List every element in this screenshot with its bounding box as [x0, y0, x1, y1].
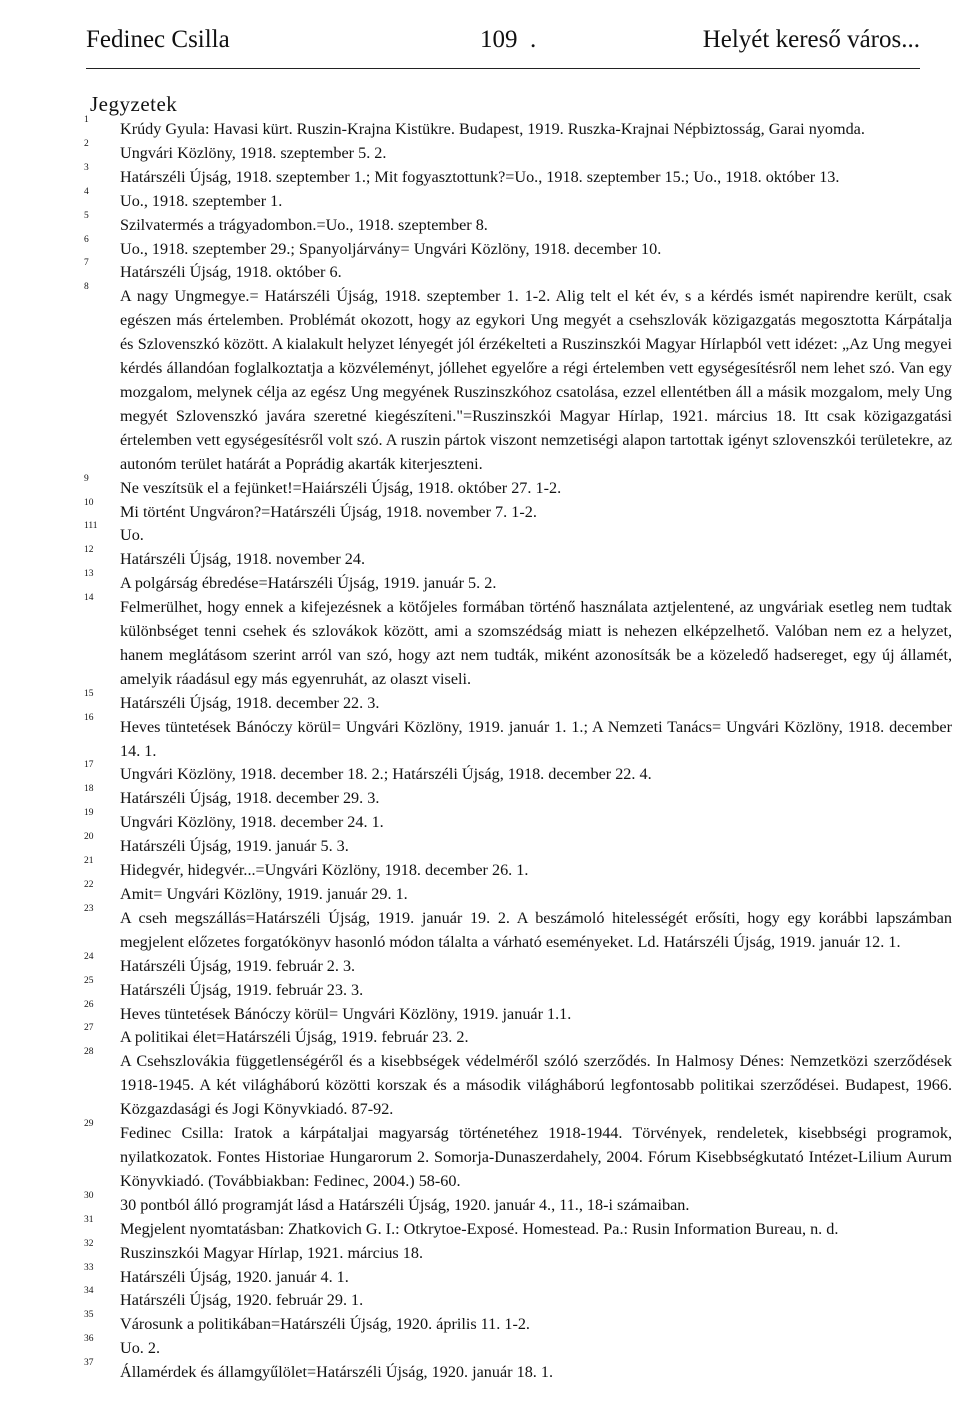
endnote-number: 32 — [84, 1238, 94, 1249]
endnote-number: 27 — [84, 1023, 94, 1034]
endnote-number: 22 — [84, 880, 94, 890]
endnote-text: A Csehszlovákia függetlenségéről és a kisebbségek védelméről szóló szerződés. In Halmosy Dénes: Nemzetközi szerződések 1918-1945. A két világháború közötti korszak és a második világháború legfontosabb politikai szerződései. Budapest, 1966. Közgazdasági és Jogi Könyvkiadó. 87-92. — [120, 1052, 952, 1119]
endnote-text: 30 pontból álló programját lásd a Határszéli Újság, 1920. január 4., 11., 18-i számaiban. — [120, 1195, 690, 1214]
endnote-text: Uo., 1918. szeptember 29.; Spanyoljárvány= Ungvári Közlöny, 1918. december 10. — [120, 239, 662, 258]
header-rule — [86, 68, 920, 69]
endnote-text: Államérdek és államgyűlölet=Határszéli Újság, 1920. január 18. 1. — [120, 1363, 554, 1382]
endnote-number: 1 — [84, 115, 89, 125]
endnote-item — [84, 999, 952, 1027]
header-running-title: Helyét kereső város... — [702, 26, 920, 53]
endnote-number: 35 — [84, 1310, 94, 1321]
endnote-text: Határszéli Újság, 1920. február 29. 1. — [120, 1291, 364, 1310]
endnote-item — [84, 1262, 952, 1290]
endnote-text: Amit= Ungvári Közlöny, 1919. január 29. 1. — [120, 885, 408, 903]
endnote-item — [84, 1334, 952, 1361]
endnote-number: 10 — [84, 497, 94, 508]
section-title: Jegyzetek — [90, 92, 178, 116]
endnote-number: 23 — [84, 903, 94, 914]
endnote-number: 33 — [84, 1262, 94, 1273]
header-page-number: 109 . — [480, 26, 537, 53]
endnote-number: 29 — [84, 1119, 94, 1130]
endnote-number: 13 — [84, 569, 94, 580]
endnote-text: Krúdy Gyula: Havasi kürt. Ruszin-Krajna Kistükre. Budapest, 1919. Ruszka-Krajnai Népbiztosság, Garai nyomda. — [120, 120, 865, 138]
endnote-text: A nagy Ungmegye.= Határszéli Újság, 1918. szeptember 1. 1-2. Alig telt el két év, s a kérdés ismét napirendre került, csak egészen más értelemben. Problémát okozott, hogy az egykori Ung megyét a csehszlovák közigazgatás megosztotta Kárpátalja és Szlovenszkó között. A kialakult helyzet lényegét jól érzékelteti a Ruszinszkói Magyar Hírlapból vett idézet: „Az Ung megyei kérdés állandóan foglalkoztatja a közvéleményt, jóllehet egyelőre a régi értelemben vett egységesítésről nem lehet szó. Van egy mozgalom, melynek célja az egész Ung megyének Ruszinszkóhoz csatolása, ezzel ellentétben áll a másik mozgalom, mely Ung megyét Szlovenszkó javára szeretné kiegészíteni."=Ruszinszkói Magyar Hírlap, 1921. március 18. Itt csak közigazgatási értelemben vett egységesítésről volt szó. A ruszin pártok viszont nemzetiségi alapon tartottak igényt szlovenszkói területekre, az autonóm terület határát a Poprádig akarták kiterjeszteni. — [120, 287, 952, 473]
endnote-item — [84, 903, 952, 955]
endnote-text: Határszéli Újság, 1920. január 4. 1. — [120, 1267, 349, 1286]
endnote-number: 36 — [84, 1334, 94, 1345]
endnote-number: 17 — [84, 760, 94, 771]
header-author: Fedinec Csilla — [86, 26, 230, 53]
endnote-text: A politikai élet=Határszéli Újság, 1919. február 23. 2. — [120, 1028, 469, 1047]
endnote-number: 34 — [84, 1286, 94, 1297]
endnote-number: 19 — [84, 808, 94, 819]
endnote-text: Uo. 2. — [120, 1339, 161, 1358]
endnote-text: Határszéli Újság, 1919. január 5. 3. — [120, 837, 349, 856]
endnote-number: 2 — [84, 138, 89, 149]
endnote-number: 6 — [84, 234, 89, 245]
endnote-number: 30 — [84, 1190, 94, 1201]
endnote-number: 24 — [84, 951, 94, 962]
endnote-text: Ne veszítsük el a fejünket!=Haiárszéli Újság, 1918. október 27. 1-2. — [120, 478, 562, 497]
endnote-item — [84, 832, 952, 859]
endnote-item — [84, 760, 952, 787]
endnote-text: Határszéli Újság, 1918. november 24. — [120, 550, 365, 569]
endnote-item — [84, 1047, 952, 1122]
endnote-number: 4 — [84, 186, 89, 197]
endnote-text: Határszéli Újság, 1918. december 22. 3. — [120, 693, 380, 712]
endnote-item — [84, 115, 952, 142]
endnote-text: Városunk a politikában=Határszéli Újság, 1920. április 11. 1-2. — [120, 1315, 530, 1334]
endnote-text: A polgárság ébredése=Határszéli Újság, 1919. január 5. 2. — [120, 574, 497, 593]
endnote-text: Felmerülhet, hogy ennek a kifejezésnek a kötőjeles formában történő használata aztjelentené, az ungváriak esetleg nem tudtak különbséget tenni csehek és szlovákok között, ami a szomszédság miatt is nehezen elképzelhető. Valóban nem ez a helyzet, hanem meglátásom szerint arról van szó, hogy azt nem tudták, miként azonosítsák be a közeledő hadsereget, egy új államét, amelyik ráadásul egy más egyenruhát, az olaszt viseli. — [120, 598, 952, 688]
endnote-item — [84, 521, 952, 548]
endnote-number: 15 — [84, 688, 94, 699]
endnote-number: 18 — [84, 784, 94, 795]
endnote-item — [84, 712, 952, 764]
endnote-text: Szilvatermés a trágyadombon.=Uo., 1918. szeptember 8. — [120, 215, 488, 234]
endnote-item — [84, 162, 952, 190]
endnote-number: 5 — [84, 210, 89, 221]
endnote-item — [84, 688, 952, 716]
endnote-text: Határszéli Újság, 1919. február 2. 3. — [120, 956, 356, 975]
endnote-text: Heves tüntetések Bánóczy körül= Ungvári Közlöny, 1919. január 1. 1.; A Nemzeti Tanács= Ungvári Közlöny, 1918. december 14. 1. — [120, 717, 952, 760]
endnote-item — [84, 545, 952, 572]
endnote-text: Ungvári Közlöny, 1918. szeptember 5. 2. — [120, 143, 387, 162]
endnote-number: 28 — [84, 1047, 94, 1058]
endnote-number: 25 — [84, 975, 94, 986]
endnote-item — [84, 210, 952, 238]
endnote-number: 26 — [84, 999, 94, 1010]
endnote-item — [84, 1238, 952, 1266]
endnote-item — [84, 234, 952, 262]
endnote-item — [84, 880, 952, 907]
endnote-item — [84, 1358, 952, 1385]
endnote-item — [84, 138, 952, 166]
endnote-text: Ruszinszkói Magyar Hírlap, 1921. március 18. — [120, 1243, 424, 1262]
endnote-item — [84, 282, 952, 476]
endnote-item — [84, 497, 952, 525]
header-separator: . — [530, 26, 537, 53]
page-header — [86, 26, 920, 62]
endnote-text: Határszéli Újság, 1919. február 23. 3. — [120, 980, 364, 999]
endnote-item — [84, 186, 952, 214]
endnote-number: 111 — [84, 521, 98, 532]
endnote-text: Uo. — [120, 526, 144, 545]
endnote-text: Határszéli Újság, 1918. szeptember 1.; Mit fogyasztottunk?=Uo., 1918. szeptember 15.; Uo., 1918. október 13. — [120, 167, 840, 186]
endnote-item — [84, 258, 952, 285]
endnote-number: 31 — [84, 1214, 94, 1225]
endnote-text: Fedinec Csilla: Iratok a kárpátaljai magyarság történetéhez 1918-1944. Törvények, rendeletek, kisebbségi programok, nyilatkozatok. Fontes Historiae Hungarorum 2. Somorja-Dunaszerdahely, 2004. Fórum Kisebbségkutató Intézet-Lilium Aurum Könyvkiadó. (Továbbiakban: Fedinec, 2004.) 58-60. — [120, 1124, 952, 1190]
endnote-item — [84, 1214, 952, 1242]
endnote-item — [84, 1023, 952, 1050]
endnote-text: A cseh megszállás=Határszéli Újság, 1919. január 19. 2. A beszámoló hitelességét erősíti, hogy egy korábbi lapszámban megjelent előzetes forgatókönyv hasonló módon tálalta a várható eseményeket. Ld. Határszéli Újság, 1919. január 12. 1. — [120, 908, 952, 951]
endnote-text: Ungvári Közlöny, 1918. december 24. 1. — [120, 813, 384, 832]
endnote-item — [84, 856, 952, 883]
endnote-item — [84, 593, 952, 692]
endnote-text: Uo., 1918. szeptember 1. — [120, 191, 283, 210]
endnote-text: Határszéli Újság, 1918. október 6. — [120, 263, 342, 282]
endnote-item — [84, 1119, 952, 1194]
endnote-number: 8 — [84, 282, 89, 293]
endnote-item — [84, 784, 952, 811]
endnote-text: Határszéli Újság, 1918. december 29. 3. — [120, 789, 380, 808]
endnotes-list — [84, 115, 952, 1385]
endnote-text: Heves tüntetések Bánóczy körül= Ungvári Közlöny, 1919. január 1.1. — [120, 1004, 572, 1023]
endnote-text: Ungvári Közlöny, 1918. december 18. 2.; Határszéli Újság, 1918. december 22. 4. — [120, 765, 652, 784]
endnote-item — [84, 1286, 952, 1313]
endnote-number: 9 — [84, 473, 89, 484]
endnote-text: Mi történt Ungváron?=Határszéli Újság, 1918. november 7. 1-2. — [120, 502, 537, 521]
endnote-number: 3 — [84, 162, 89, 173]
endnote-number: 12 — [84, 545, 94, 556]
endnote-item — [84, 1190, 952, 1218]
endnote-number: 20 — [84, 832, 94, 843]
endnote-item — [84, 951, 952, 979]
endnote-item — [84, 473, 952, 501]
endnote-item — [84, 569, 952, 596]
endnote-item — [84, 975, 952, 1003]
endnote-text: Megjelent nyomtatásban: Zhatkovich G. I.: Otkrytoe-Exposé. Homestead. Pa.: Rusin Information Bureau, n. d. — [120, 1219, 839, 1238]
endnote-number: 37 — [84, 1358, 94, 1369]
endnote-item — [84, 1310, 952, 1337]
endnote-item — [84, 808, 952, 835]
endnote-text: Hidegvér, hidegvér...=Ungvári Közlöny, 1918. december 26. 1. — [120, 861, 529, 880]
endnote-number: 21 — [84, 856, 94, 867]
endnote-number: 16 — [84, 712, 94, 723]
endnote-number: 14 — [84, 593, 94, 604]
endnote-number: 7 — [84, 258, 89, 269]
